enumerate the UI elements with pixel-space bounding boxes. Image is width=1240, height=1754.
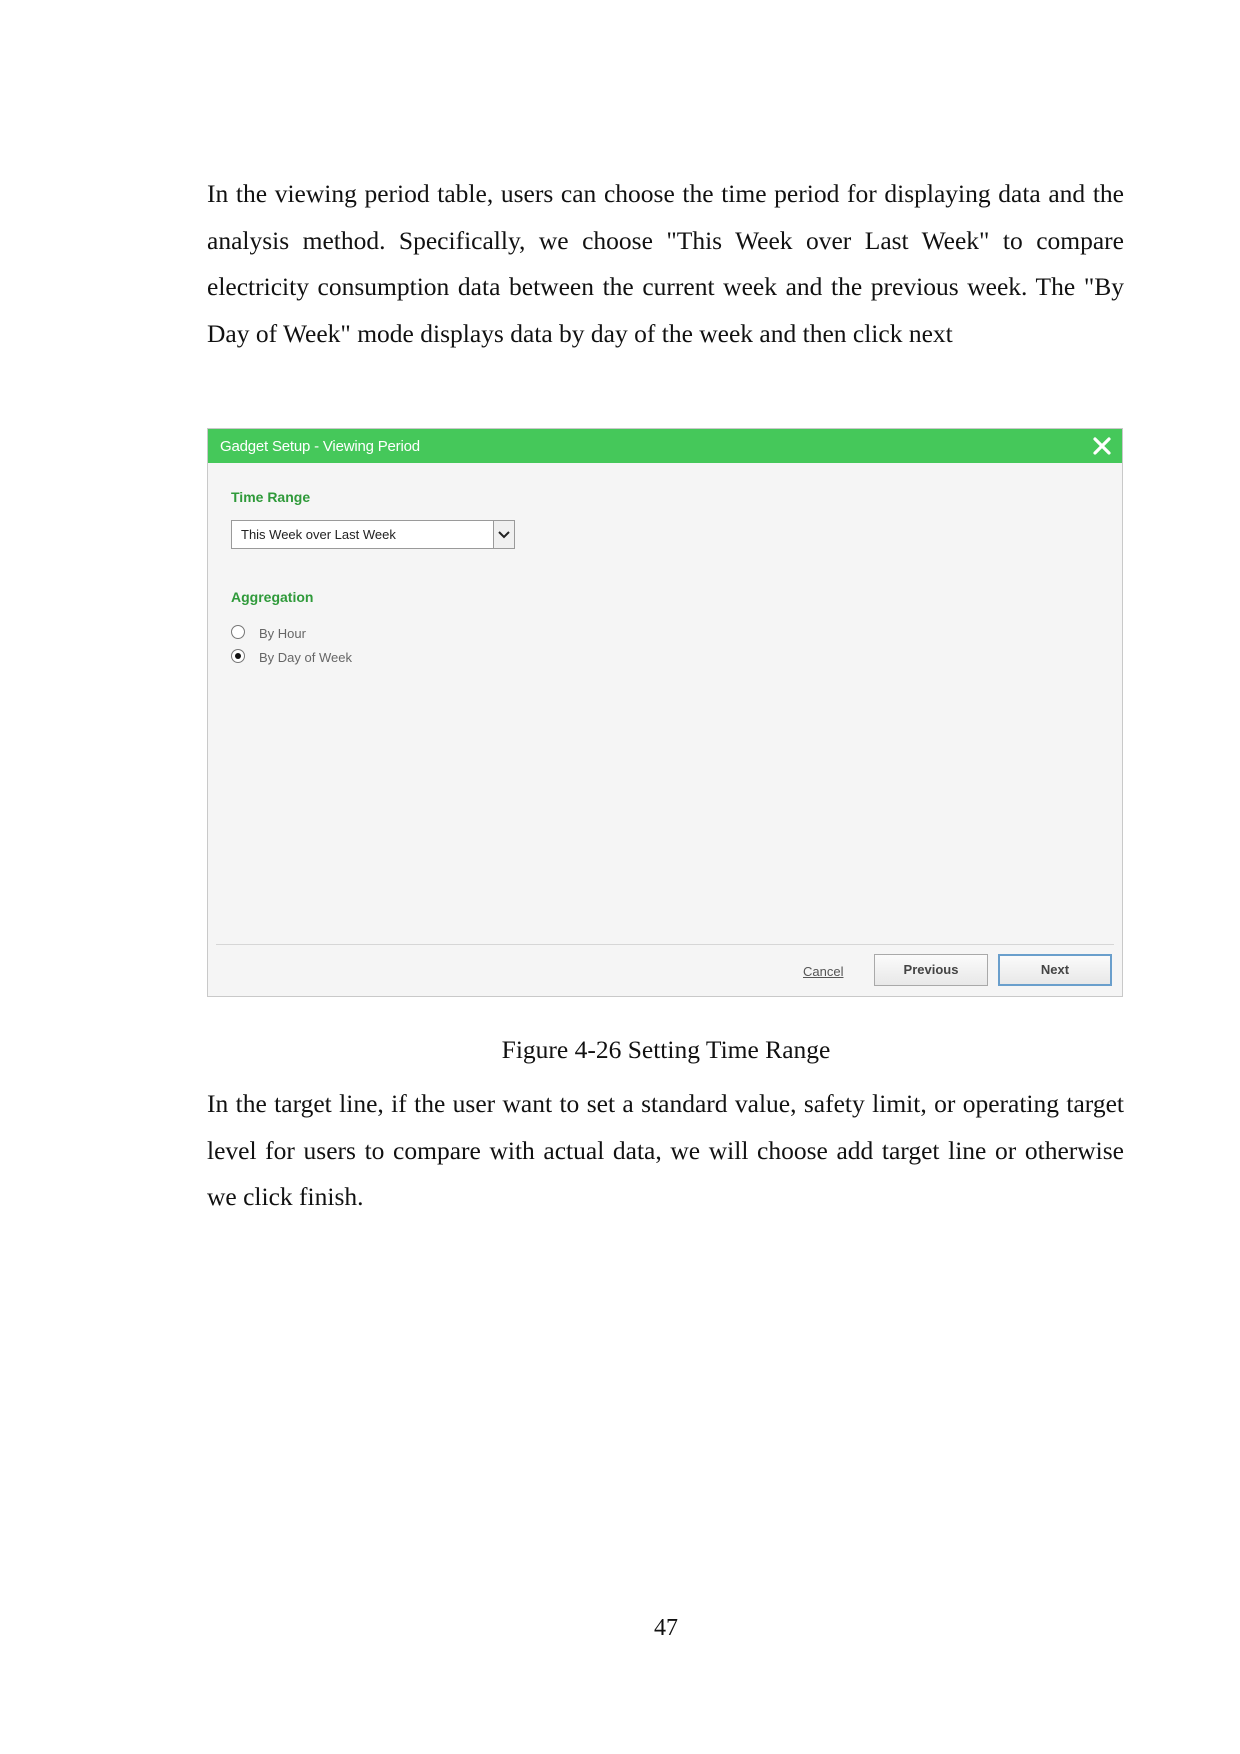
chevron-down-icon[interactable] xyxy=(493,521,514,548)
footer-divider xyxy=(216,944,1114,945)
next-button[interactable]: Next xyxy=(998,954,1112,986)
previous-button[interactable]: Previous xyxy=(874,954,988,986)
time-range-selected-value: This Week over Last Week xyxy=(241,527,396,542)
cancel-link[interactable]: Cancel xyxy=(803,964,844,979)
time-range-label: Time Range xyxy=(231,489,311,505)
figure-caption: Figure 4-26 Setting Time Range xyxy=(501,1035,831,1064)
radio-label-by-day-of-week: By Day of Week xyxy=(259,650,352,665)
time-range-select[interactable] xyxy=(231,520,515,549)
dialog-screenshot xyxy=(207,428,1123,997)
close-icon[interactable] xyxy=(1090,434,1114,458)
dialog-title: Gadget Setup - Viewing Period xyxy=(220,438,420,455)
radio-button-by-day-of-week[interactable] xyxy=(231,649,245,663)
radio-button-by-hour[interactable] xyxy=(231,625,245,639)
body-paragraph: In the viewing period table, users can choose the time period for displaying data and the analysis method. Specifically, we choose "This Week over Last Week" to compare electricity consumption data between the current week and the previous week. The "By Day of Week" mode displays data by day of the week and then click next xyxy=(207,179,1124,348)
aggregation-label: Aggregation xyxy=(231,589,314,605)
page-number: 47 xyxy=(654,1615,678,1641)
body-paragraph: In the target line, if the user want to set a standard value, safety limit, or operating target level for users to compare with actual data, we will choose add target line or otherwise we click finish. xyxy=(207,1089,1124,1211)
radio-label-by-hour: By Hour xyxy=(259,626,306,641)
dialog-header xyxy=(208,429,1122,463)
